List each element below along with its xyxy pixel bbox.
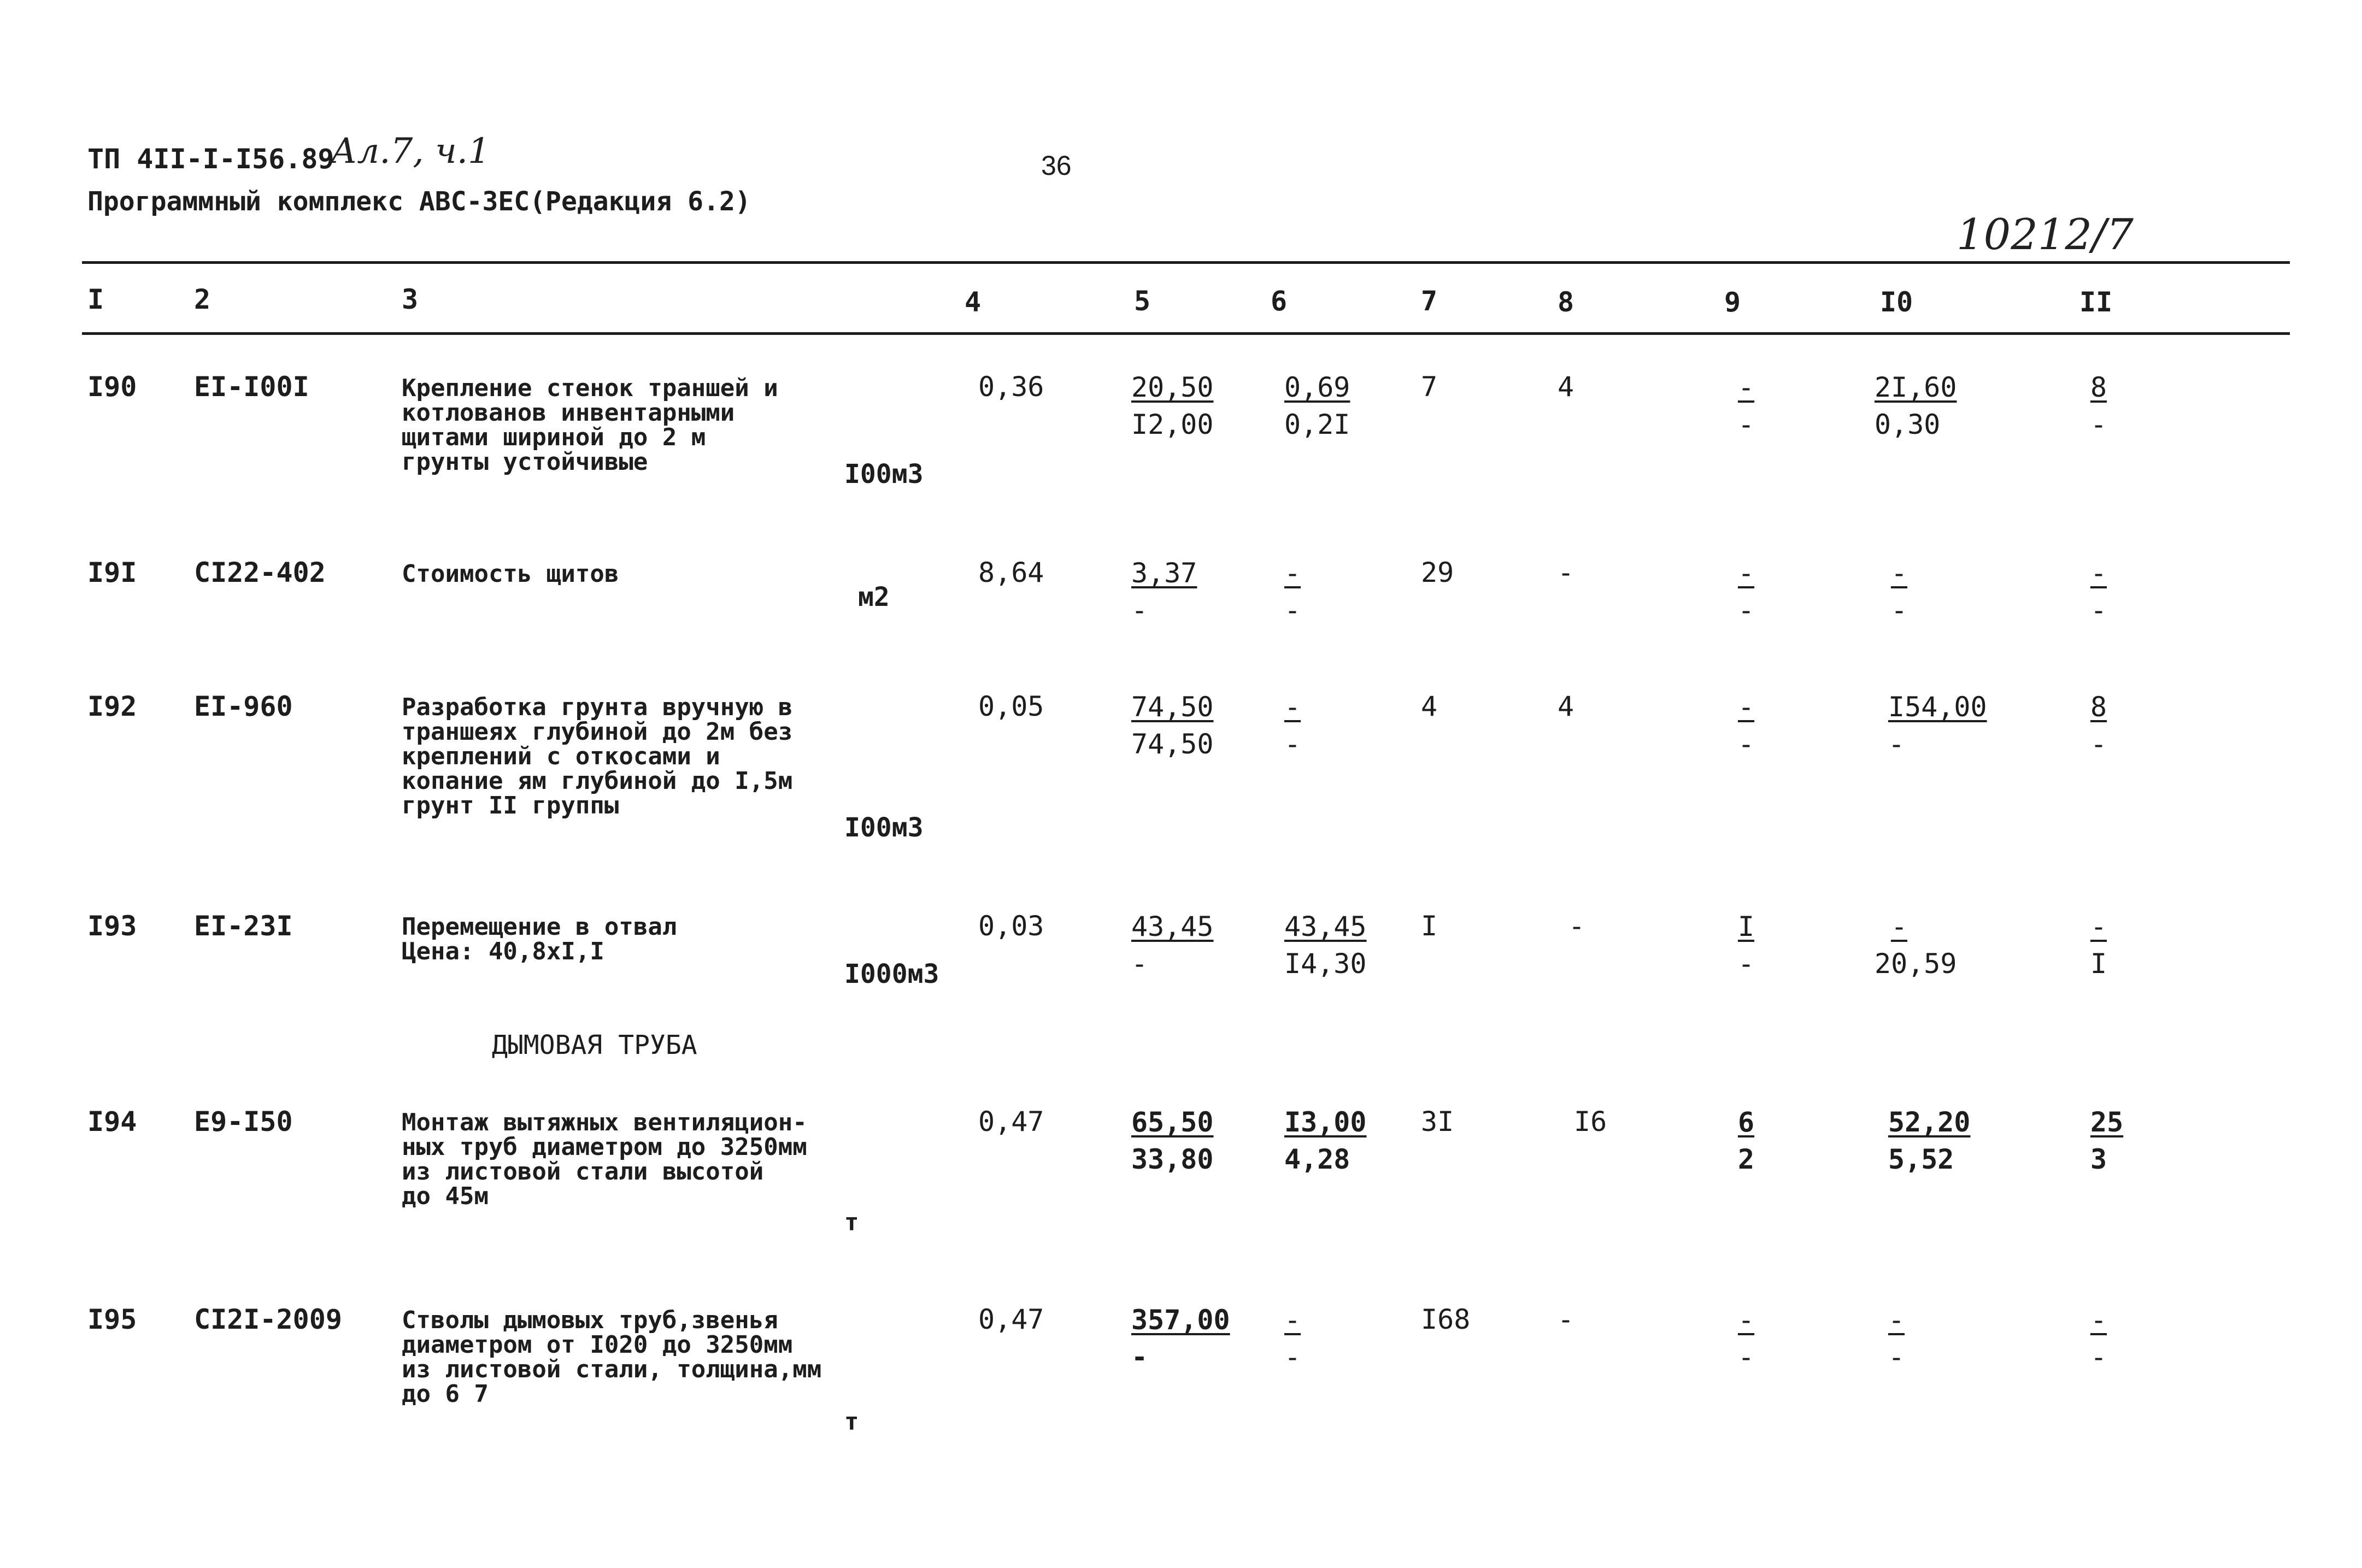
col6-values: - -	[1284, 557, 1301, 626]
col9-values: - -	[1738, 372, 1755, 440]
col8-value: 4	[1558, 371, 1574, 403]
col6-values: I3,00 4,28	[1284, 1106, 1367, 1175]
column-header: 8	[1558, 286, 1574, 318]
column-header: I0	[1880, 286, 1913, 318]
unit: I00м3	[844, 812, 924, 843]
table-top-rule	[82, 261, 2290, 264]
row-number: I9I	[87, 557, 137, 588]
col7-value: I	[1421, 910, 1438, 942]
row-number: I93	[87, 910, 137, 942]
quantity: 0,05	[978, 691, 1044, 722]
column-header: II	[2079, 286, 2113, 318]
col7-value: I68	[1421, 1304, 1471, 1335]
price-code: E9-I50	[194, 1106, 293, 1137]
col11-values: - -	[2090, 1304, 2107, 1373]
work-description: Монтаж вытяжных вентиляцион- ных труб диаметром до 3250мм из листовой стали высотой до 45м	[402, 1109, 807, 1210]
column-header: 3	[402, 284, 419, 315]
work-description: Крепление стенок траншей и котлованов инвентарными щитами шириной до 2 м грунты устойчивые	[402, 374, 778, 476]
column-header: 6	[1271, 285, 1288, 317]
handwritten-note: Ал.7, ч.1	[331, 131, 490, 172]
price-code: CI2I-2009	[194, 1304, 342, 1335]
row-number: I92	[87, 691, 137, 722]
col9-values: 6 2	[1738, 1106, 1755, 1175]
unit: м2	[858, 582, 890, 612]
col11-values: - I	[2090, 911, 2107, 980]
col9-values: - -	[1738, 691, 1755, 760]
section-title: ДЫМОВАЯ ТРУБА	[492, 1030, 697, 1060]
quantity: 0,47	[978, 1304, 1044, 1335]
price-code: CI22-402	[194, 557, 326, 588]
col7-value: 7	[1421, 371, 1438, 403]
col6-values: - -	[1284, 691, 1301, 760]
program-title: Программный комплекс АВС-ЗЕС(Редакция 6.2)	[87, 186, 751, 217]
col10-values: - -	[1891, 557, 1908, 626]
unit: т	[844, 1209, 859, 1236]
col7-value: 4	[1421, 691, 1438, 722]
col5-values: 43,45 -	[1131, 911, 1214, 980]
doc-code: ТП 4II-I-I56.89	[87, 143, 334, 175]
col5-values: 357,00 -	[1131, 1304, 1230, 1373]
col11-values: - -	[2090, 557, 2107, 626]
col11-values: 25 3	[2090, 1106, 2124, 1175]
col9-values: I -	[1738, 911, 1755, 980]
quantity: 0,47	[978, 1106, 1044, 1137]
col8-value: -	[1558, 1304, 1574, 1335]
col5-values: 65,50 33,80	[1131, 1106, 1214, 1175]
col11-values: 8 -	[2090, 372, 2107, 440]
unit: I00м3	[844, 459, 924, 490]
row-number: I95	[87, 1304, 137, 1335]
col10-values: - 20,59	[1875, 911, 1957, 980]
col6-values: - -	[1284, 1304, 1301, 1373]
handwritten-sheet-number: 10212/7	[1956, 210, 2134, 260]
work-description: Разработка грунта вручную в траншеях глубиной до 2м без креплений с откосами и копание ям глубиной до I,5м грунт II группы	[402, 693, 793, 820]
row-number: I90	[87, 371, 137, 403]
col8-value: I6	[1574, 1106, 1607, 1137]
column-header: 5	[1134, 285, 1151, 317]
col10-values: 52,20 5,52	[1888, 1106, 1971, 1175]
price-code: EI-I00I	[194, 371, 309, 403]
quantity: 8,64	[978, 557, 1044, 588]
col10-values: - -	[1888, 1304, 1905, 1373]
col5-values: 3,37 -	[1131, 557, 1197, 626]
row-number: I94	[87, 1106, 137, 1137]
col9-values: - -	[1738, 557, 1755, 626]
col7-value: 3I	[1421, 1106, 1454, 1137]
work-description: Стоимость щитов	[402, 560, 619, 588]
column-header: 9	[1724, 286, 1741, 318]
col8-value: -	[1558, 557, 1574, 588]
col8-value: -	[1568, 910, 1585, 942]
work-description: Перемещение в отвал Цена: 40,8xI,I	[402, 913, 677, 965]
col7-value: 29	[1421, 557, 1454, 588]
price-code: EI-960	[194, 691, 293, 722]
col9-values: - -	[1738, 1304, 1755, 1373]
column-header: I	[87, 284, 104, 315]
table-header-rule	[82, 332, 2290, 335]
column-header: 7	[1421, 285, 1438, 317]
price-code: EI-23I	[194, 910, 293, 942]
col10-values: 2I,60 0,30	[1875, 372, 1957, 440]
column-header: 2	[194, 284, 211, 315]
unit: т	[844, 1408, 859, 1436]
quantity: 0,36	[978, 371, 1044, 403]
col5-values: 74,50 74,50	[1131, 691, 1214, 760]
col8-value: 4	[1558, 691, 1574, 722]
col6-values: 0,69 0,2I	[1284, 372, 1350, 440]
col5-values: 20,50 I2,00	[1131, 372, 1214, 440]
col10-values: I54,00 -	[1888, 691, 1987, 760]
col11-values: 8 -	[2090, 691, 2107, 760]
unit: I000м3	[844, 959, 939, 989]
page-number: 36	[1041, 150, 1072, 181]
quantity: 0,03	[978, 910, 1044, 942]
col6-values: 43,45 I4,30	[1284, 911, 1367, 980]
column-header: 4	[965, 286, 982, 318]
work-description: Стволы дымовых труб,звенья диаметром от I020 до 3250мм из листовой стали, толщина,мм до 6 7	[402, 1306, 822, 1408]
